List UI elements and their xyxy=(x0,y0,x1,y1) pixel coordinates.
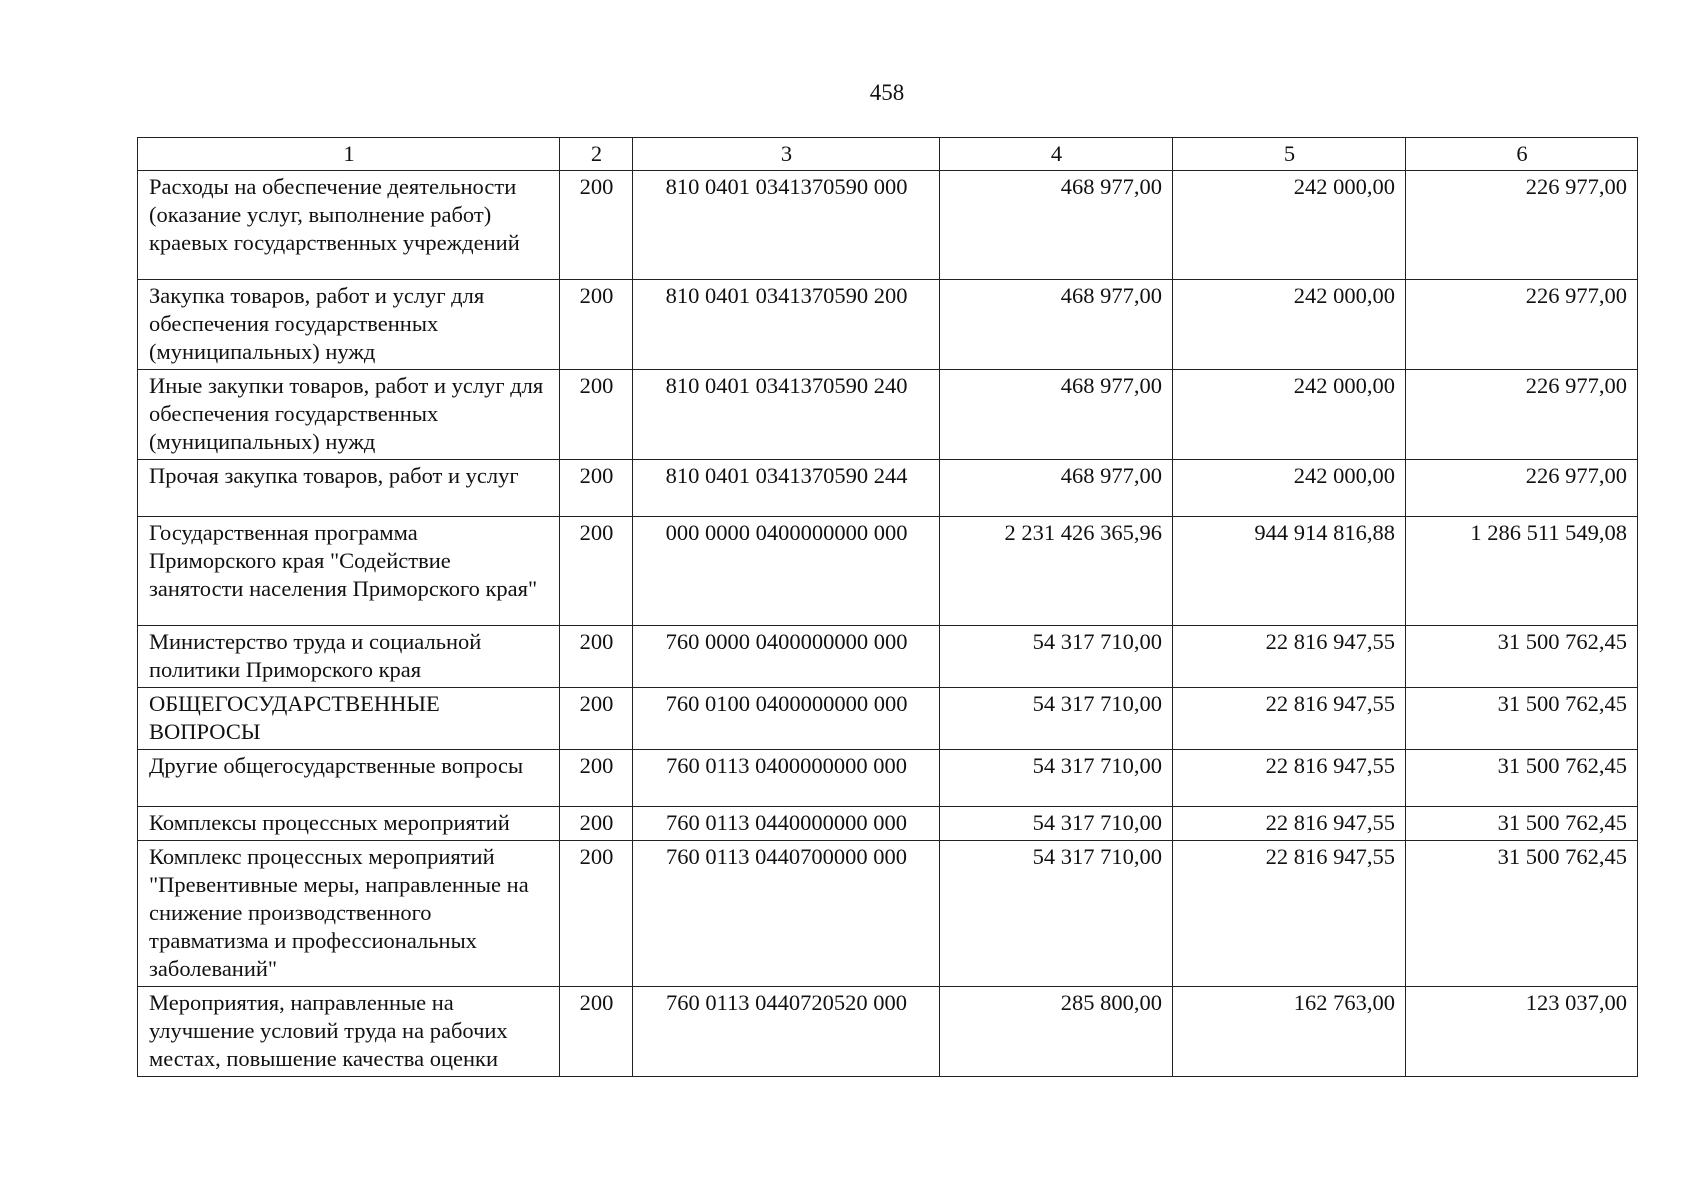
row-amount-col5: 22 816 947,55 xyxy=(1173,841,1406,987)
row-classification-code: 760 0113 0400000000 000 xyxy=(633,750,940,807)
row-classification-code: 760 0100 0400000000 000 xyxy=(633,688,940,750)
table-row xyxy=(138,750,1638,807)
row-amount-col6: 1 286 511 549,08 xyxy=(1406,517,1638,626)
row-amount-col4: 468 977,00 xyxy=(940,280,1173,370)
row-amount-col5: 242 000,00 xyxy=(1173,460,1406,517)
row-amount-col6: 226 977,00 xyxy=(1406,280,1638,370)
table-row xyxy=(138,370,1638,460)
row-classification-code: 760 0113 0440000000 000 xyxy=(633,807,940,841)
column-header: 4 xyxy=(940,138,1173,171)
row-amount-col4: 285 800,00 xyxy=(940,987,1173,1077)
row-name: Иные закупки товаров, работ и услуг для обеспечения государственных (муниципальных) нужд xyxy=(138,370,560,460)
row-amount-col5: 22 816 947,55 xyxy=(1173,688,1406,750)
table-row xyxy=(138,171,1638,280)
row-amount-col4: 54 317 710,00 xyxy=(940,750,1173,807)
row-amount-col4: 54 317 710,00 xyxy=(940,688,1173,750)
table-row xyxy=(138,807,1638,841)
row-amount-col5: 22 816 947,55 xyxy=(1173,750,1406,807)
table-row xyxy=(138,280,1638,370)
row-amount-col4: 54 317 710,00 xyxy=(940,807,1173,841)
row-code: 200 xyxy=(560,750,633,807)
row-classification-code: 760 0113 0440700000 000 xyxy=(633,841,940,987)
row-code: 200 xyxy=(560,171,633,280)
row-name: Расходы на обеспечение деятельности (оказание услуг, выполнение работ) краевых государственных учреждений xyxy=(138,171,560,280)
row-amount-col6: 31 500 762,45 xyxy=(1406,626,1638,688)
row-amount-col6: 226 977,00 xyxy=(1406,171,1638,280)
row-name: Комплекс процессных мероприятий "Превентивные меры, направленные на снижение производственного травматизма и профессиональных заболеваний" xyxy=(138,841,560,987)
row-classification-code: 810 0401 0341370590 240 xyxy=(633,370,940,460)
row-amount-col5: 944 914 816,88 xyxy=(1173,517,1406,626)
row-amount-col5: 242 000,00 xyxy=(1173,370,1406,460)
row-amount-col5: 22 816 947,55 xyxy=(1173,807,1406,841)
row-code: 200 xyxy=(560,841,633,987)
table-row xyxy=(138,688,1638,750)
row-name: Государственная программа Приморского края "Содействие занятости населения Приморского края" xyxy=(138,517,560,626)
row-amount-col6: 123 037,00 xyxy=(1406,987,1638,1077)
row-classification-code: 810 0401 0341370590 000 xyxy=(633,171,940,280)
column-header: 5 xyxy=(1173,138,1406,171)
row-code: 200 xyxy=(560,688,633,750)
row-amount-col6: 31 500 762,45 xyxy=(1406,750,1638,807)
row-code: 200 xyxy=(560,280,633,370)
column-header: 6 xyxy=(1406,138,1638,171)
row-amount-col5: 162 763,00 xyxy=(1173,987,1406,1077)
row-amount-col6: 31 500 762,45 xyxy=(1406,841,1638,987)
table-row xyxy=(138,841,1638,987)
row-amount-col4: 468 977,00 xyxy=(940,370,1173,460)
row-amount-col6: 226 977,00 xyxy=(1406,370,1638,460)
column-header: 3 xyxy=(633,138,940,171)
row-classification-code: 810 0401 0341370590 244 xyxy=(633,460,940,517)
row-classification-code: 760 0000 0400000000 000 xyxy=(633,626,940,688)
row-amount-col5: 242 000,00 xyxy=(1173,280,1406,370)
budget-table xyxy=(137,137,1638,1077)
row-code: 200 xyxy=(560,987,633,1077)
row-code: 200 xyxy=(560,517,633,626)
page-number: 458 xyxy=(869,80,905,105)
row-amount-col4: 2 231 426 365,96 xyxy=(940,517,1173,626)
row-name: Министерство труда и социальной политики Приморского края xyxy=(138,626,560,688)
row-name: ОБЩЕГОСУДАРСТВЕННЫЕ ВОПРОСЫ xyxy=(138,688,560,750)
row-code: 200 xyxy=(560,370,633,460)
table-row xyxy=(138,626,1638,688)
row-name: Прочая закупка товаров, работ и услуг xyxy=(138,460,560,517)
row-amount-col4: 54 317 710,00 xyxy=(940,626,1173,688)
row-name: Комплексы процессных мероприятий xyxy=(138,807,560,841)
row-amount-col6: 31 500 762,45 xyxy=(1406,807,1638,841)
row-amount-col5: 22 816 947,55 xyxy=(1173,626,1406,688)
row-classification-code: 760 0113 0440720520 000 xyxy=(633,987,940,1077)
row-amount-col4: 468 977,00 xyxy=(940,460,1173,517)
row-amount-col6: 226 977,00 xyxy=(1406,460,1638,517)
row-code: 200 xyxy=(560,460,633,517)
column-header: 1 xyxy=(138,138,560,171)
table-row xyxy=(138,517,1638,626)
table-row xyxy=(138,987,1638,1077)
row-code: 200 xyxy=(560,807,633,841)
row-amount-col6: 31 500 762,45 xyxy=(1406,688,1638,750)
column-header: 2 xyxy=(560,138,633,171)
header-row xyxy=(138,138,1638,171)
row-amount-col5: 242 000,00 xyxy=(1173,171,1406,280)
row-code: 200 xyxy=(560,626,633,688)
row-amount-col4: 54 317 710,00 xyxy=(940,841,1173,987)
row-name: Мероприятия, направленные на улучшение условий труда на рабочих местах, повышение качества оценки xyxy=(138,987,560,1077)
row-classification-code: 000 0000 0400000000 000 xyxy=(633,517,940,626)
row-name: Закупка товаров, работ и услуг для обеспечения государственных (муниципальных) нужд xyxy=(138,280,560,370)
table-row xyxy=(138,460,1638,517)
row-classification-code: 810 0401 0341370590 200 xyxy=(633,280,940,370)
row-name: Другие общегосударственные вопросы xyxy=(138,750,560,807)
row-amount-col4: 468 977,00 xyxy=(940,171,1173,280)
